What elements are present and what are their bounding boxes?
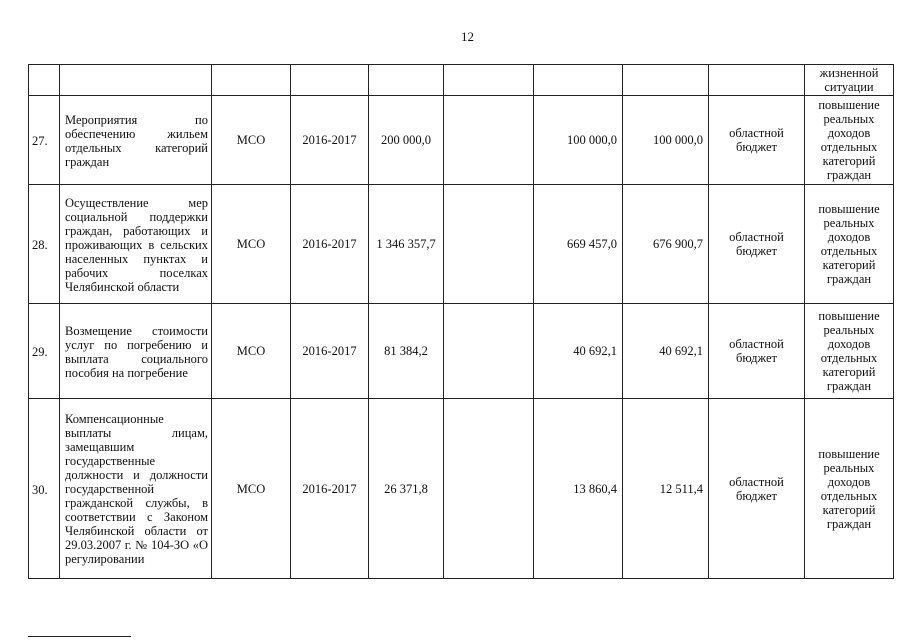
executor-cell: МСО — [212, 399, 291, 579]
period-cell: 2016-2017 — [291, 96, 369, 185]
measure-name: Компенсационные выплаты лицам, замещавшим государственные должности и должности государственной гражданской службы, в соответствии с Законом Челябинской области от 29.03.2007 г. № 104-ЗО «О регулировании — [60, 399, 212, 579]
executor-cell: МСО — [212, 96, 291, 185]
measure-name: Возмещение стоимости услуг по погребению и выплата социального пособия на погребение — [60, 304, 212, 399]
table-row — [29, 96, 894, 185]
programme-table — [28, 64, 894, 579]
measure-name: Осуществление мер социальной поддержки граждан, работающих и проживающих в сельских населенных пунктах и рабочих поселках Челябинской области — [60, 185, 212, 304]
total-amount-cell: 81 384,2 — [369, 304, 444, 399]
regional-amount-cell: 13 860,4 — [534, 399, 623, 579]
row-number: 27. — [29, 96, 60, 185]
expected-result-cell: повышение реальных доходов отдельных категорий граждан — [805, 399, 894, 579]
federal-amount-cell — [444, 304, 534, 399]
row-number: 30. — [29, 399, 60, 579]
regional-amount-cell: 40 692,1 — [534, 304, 623, 399]
expected-result-cell: повышение реальных доходов отдельных категорий граждан — [805, 96, 894, 185]
table-row — [29, 399, 894, 579]
header-fragment-cell: жизненной ситуации — [805, 65, 894, 96]
executor-cell: МСО — [212, 304, 291, 399]
row-number: 29. — [29, 304, 60, 399]
funding-source-cell: областной бюджет — [709, 304, 805, 399]
regional-amount-cell: 100 000,0 — [534, 96, 623, 185]
table-header-fragment-row — [29, 65, 894, 96]
period-cell: 2016-2017 — [291, 304, 369, 399]
expected-result-cell: повышение реальных доходов отдельных категорий граждан — [805, 185, 894, 304]
funding-source-cell: областной бюджет — [709, 185, 805, 304]
local-amount-cell: 12 511,4 — [623, 399, 709, 579]
local-amount-cell: 676 900,7 — [623, 185, 709, 304]
total-amount-cell: 1 346 357,7 — [369, 185, 444, 304]
funding-source-cell: областной бюджет — [709, 399, 805, 579]
regional-amount-cell: 669 457,0 — [534, 185, 623, 304]
local-amount-cell: 100 000,0 — [623, 96, 709, 185]
executor-cell: МСО — [212, 185, 291, 304]
expected-result-cell: повышение реальных доходов отдельных категорий граждан — [805, 304, 894, 399]
table-row — [29, 185, 894, 304]
footnote-separator — [28, 636, 131, 637]
measure-name: Мероприятия по обеспечению жильем отдельных категорий граждан — [60, 96, 212, 185]
federal-amount-cell — [444, 185, 534, 304]
row-number: 28. — [29, 185, 60, 304]
period-cell: 2016-2017 — [291, 399, 369, 579]
page-number: 12 — [461, 29, 474, 44]
local-amount-cell: 40 692,1 — [623, 304, 709, 399]
total-amount-cell: 200 000,0 — [369, 96, 444, 185]
total-amount-cell: 26 371,8 — [369, 399, 444, 579]
federal-amount-cell — [444, 96, 534, 185]
funding-source-cell: областной бюджет — [709, 96, 805, 185]
period-cell: 2016-2017 — [291, 185, 369, 304]
table-row — [29, 304, 894, 399]
federal-amount-cell — [444, 399, 534, 579]
